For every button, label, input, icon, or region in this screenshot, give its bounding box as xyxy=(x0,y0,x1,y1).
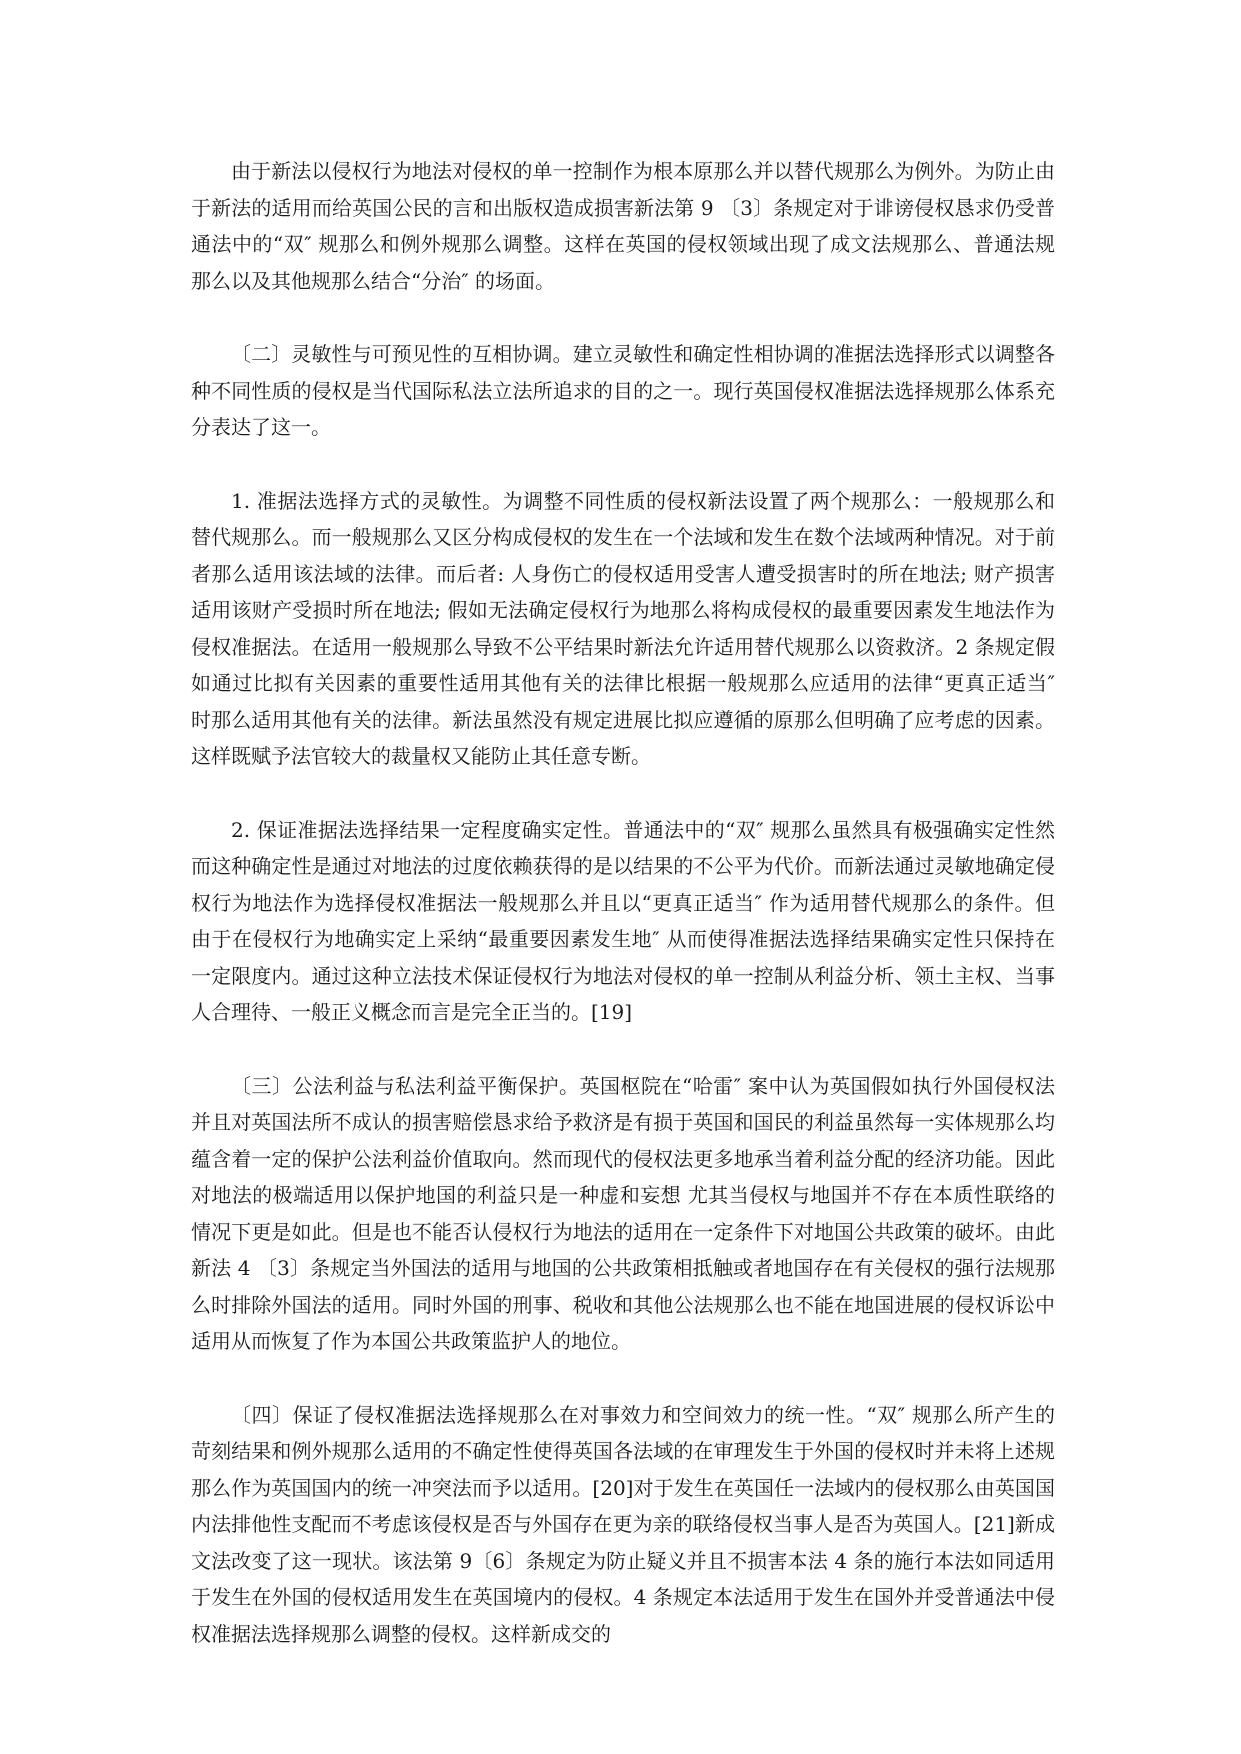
paragraph: 2. 保证准据法选择结果一定程度确实定性。普通法中的“双″ 规那么虽然具有极强确实定性然而这种确定性是通过对地法的过度依赖获得的是以结果的不公平为代价。而新法通过灵敏地确定侵权行为地法作为选择侵权准据法一般规那么并且以“更真正适当″ 作为适用替代规那么的条件。但由于在侵权行为地确实定上采纳“最重要因素发生地″ 从而使得准据法选择结果确实定性只保持在一定限度内。通过这种立法技术保证侵权行为地法对侵权的单一控制从利益分析、领土主权、当事人合理待、一般正义概念而言是完全正当的。[19] xyxy=(191,817,1055,1024)
paragraph: 由于新法以侵权行为地法对侵权的单一控制作为根本原那么并以替代规那么为例外。为防止由于新法的适用而给英国公民的言和出版权造成损害新法第 9 〔3〕条规定对于诽谤侵权恳求仍受普通法中的“双″ 规那么和例外规那么调整。这样在英国的侵权领域出现了成文法规那么、普通法规那么以及其他规那么结合“分治″ 的场面。 xyxy=(191,159,1055,293)
document-body xyxy=(191,153,1055,1652)
paragraph: 〔三〕公法利益与私法利益平衡保护。英国枢院在“哈雷″ 案中认为英国假如执行外国侵权法并且对英国法所不成认的损害赔偿恳求给予救济是有损于英国和国民的利益虽然每一实体规那么均蕴含着一定的保护公法利益价值取向。然而现代的侵权法更多地承当着利益分配的经济功能。因此对地法的极端适用以保护地国的利益只是一种虚和妄想 尤其当侵权与地国并不存在本质性联络的情况下更是如此。但是也不能否认侵权行为地法的适用在一定条件下对地国公共政策的破坏。由此新法 4 〔3〕条规定当外国法的适用与地国的公共政策相抵触或者地国存在有关侵权的强行法规那么时排除外国法的适用。同时外国的刑事、税收和其他公法规那么也不能在地国进展的侵权诉讼中适用从而恢复了作为本国公共政策监护人的地位。 xyxy=(191,1073,1055,1353)
paragraph: 〔二〕灵敏性与可预见性的互相协调。建立灵敏性和确定性相协调的准据法选择形式以调整各种不同性质的侵权是当代国际私法立法所追求的目的之一。现行英国侵权准据法选择规那么体系充分表达了这一。 xyxy=(191,342,1055,439)
paragraph: 1. 准据法选择方式的灵敏性。为调整不同性质的侵权新法设置了两个规那么：一般规那么和替代规那么。而一般规那么又区分构成侵权的发生在一个法域和发生在数个法域两种情况。对于前者那么适用该法域的法律。而后者: 人身伤亡的侵权适用受害人遭受损害时的所在地法; 财产损害适用该财产受损时所在地法; 假如无法确定侵权行为地那么将构成侵权的最重要因素发生地法作为侵权准据法。在适用一般规那么导致不公平结果时新法允许适用替代规那么以资救济。2 条规定假如通过比拟有关因素的重要性适用其他有关的法律比根据一般规那么应适用的法律“更真正适当″ 时那么适用其他有关的法律。新法虽然没有规定进展比拟应遵循的原那么但明确了应考虑的因素。这样既赋予法官较大的裁量权又能防止其任意专断。 xyxy=(191,488,1055,768)
paragraph: 〔四〕保证了侵权准据法选择规那么在对事效力和空间效力的统一性。“双″ 规那么所产生的苛刻结果和例外规那么适用的不确定性使得英国各法域的在审理发生于外国的侵权时并未将上述规那么作为英国国内的统一冲突法而予以适用。[20]对于发生在英国任一法域内的侵权那么由英国国内法排他性支配而不考虑该侵权是否与外国存在更为亲的联络侵权当事人是否为英国人。[21]新成文法改变了这一现状。该法第 9〔6〕条规定为防止疑义并且不损害本法 4 条的施行本法如同适用于发生在外国的侵权适用发生在英国境内的侵权。4 条规定本法适用于发生在国外并受普通法中侵权准据法选择规那么调整的侵权。这样新成交的 xyxy=(191,1402,1055,1646)
